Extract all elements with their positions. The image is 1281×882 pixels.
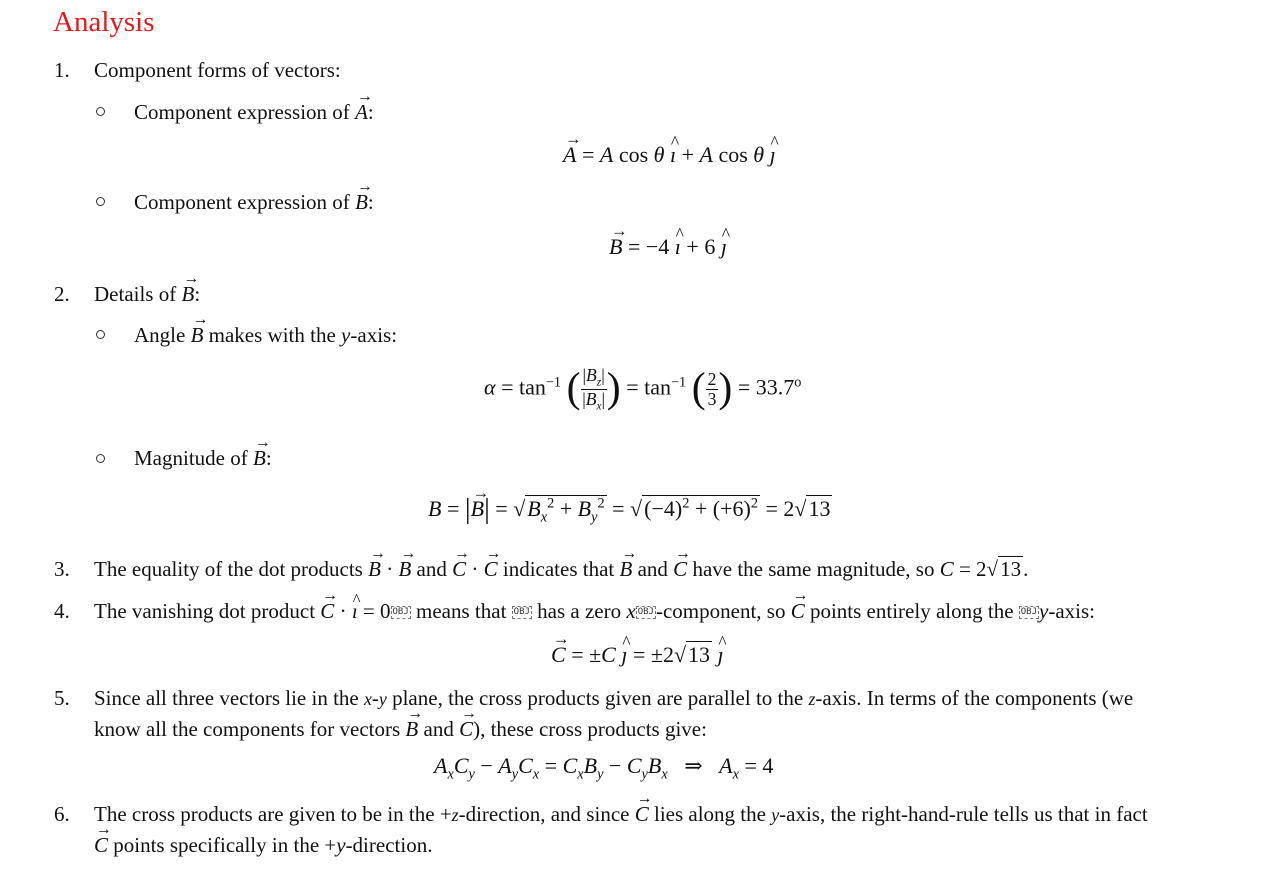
item-number-4: 4. xyxy=(54,599,70,623)
sub-bullet-2a xyxy=(96,330,105,339)
page-title: Analysis xyxy=(53,6,155,38)
equation-angle-alpha: $\alpha = \tan^{-1}$ ( $\frac{|B_z|}{|B_x|}$ ) = $\tan^{-1}$ ( $\frac{2}{3}$ ) = $33.7^o$ xyxy=(484,365,802,413)
equation-vector-c: → C = ±C ^ ȷ = ±2√13 ^ ȷ xyxy=(551,642,724,668)
subitem-2a: Angle → B makes with the y-axis: xyxy=(134,323,397,348)
subitem-2b: Magnitude of → B: xyxy=(134,446,272,471)
item-number-6: 6. xyxy=(54,802,70,826)
equation-vector-a: → A = A cos θ ^ ı + A cos θ ^ ȷ xyxy=(563,142,776,168)
sub-bullet-2b xyxy=(96,454,105,463)
subitem-1a: Component expression of → A: xyxy=(134,100,374,125)
item-text-4: The vanishing dot product → C · ^ ı = 0 OBJ means that OBJ has a zero x OBJ-component, so → C points entirely along the OBJy-axis: xyxy=(94,599,1095,624)
item-text-5-line2: know all the components for vectors → B and → C), these cross products give: xyxy=(94,717,707,742)
equation-vector-b: → B = −4 ^ ı + 6 ^ ȷ xyxy=(609,234,727,260)
item-text-2: Details of → B: xyxy=(94,282,200,307)
obj-placeholder: OBJ xyxy=(513,607,530,617)
item-number-1: 1. xyxy=(54,58,70,82)
item-number-2: 2. xyxy=(54,282,70,306)
item-text-3: The equality of the dot products → B · → B and → C · → C indicates that → B and → C have the same magnitude, so C = 2√13. xyxy=(94,557,1028,582)
item-text-6-line2: → C points specifically in the +y-direction. xyxy=(94,833,432,858)
sub-bullet-1a xyxy=(96,107,105,116)
equation-magnitude-b: B = |→ $B| = √B_x^2 + B_y^2 = √(-4)^2 + (+6)^2 = 2√13$ xyxy=(428,494,832,526)
subitem-1b: Component expression of → B: xyxy=(134,190,374,215)
obj-placeholder: OBJ xyxy=(1020,607,1038,617)
sub-bullet-1b xyxy=(96,197,105,206)
obj-placeholder: OBJ xyxy=(392,607,409,617)
item-text-1: Component forms of vectors: xyxy=(94,58,341,82)
equation-cross-product: $A_xC_y - A_yC_x = C_xB_y - C_yB_x$ ⇒ $A_x = 4$ xyxy=(434,753,774,783)
obj-placeholder: OBJ xyxy=(637,607,654,617)
item-text-6-line1: The cross products are given to be in the +z-direction, and since → C lies along the y-axis, the right-hand-rule tells us that in fact xyxy=(94,802,1148,827)
item-number-3: 3. xyxy=(54,557,70,581)
item-text-5-line1: Since all three vectors lie in the x-y plane, the cross products given are parallel to the z-axis. In terms of the components (we xyxy=(94,686,1134,710)
item-number-5: 5. xyxy=(54,686,70,710)
